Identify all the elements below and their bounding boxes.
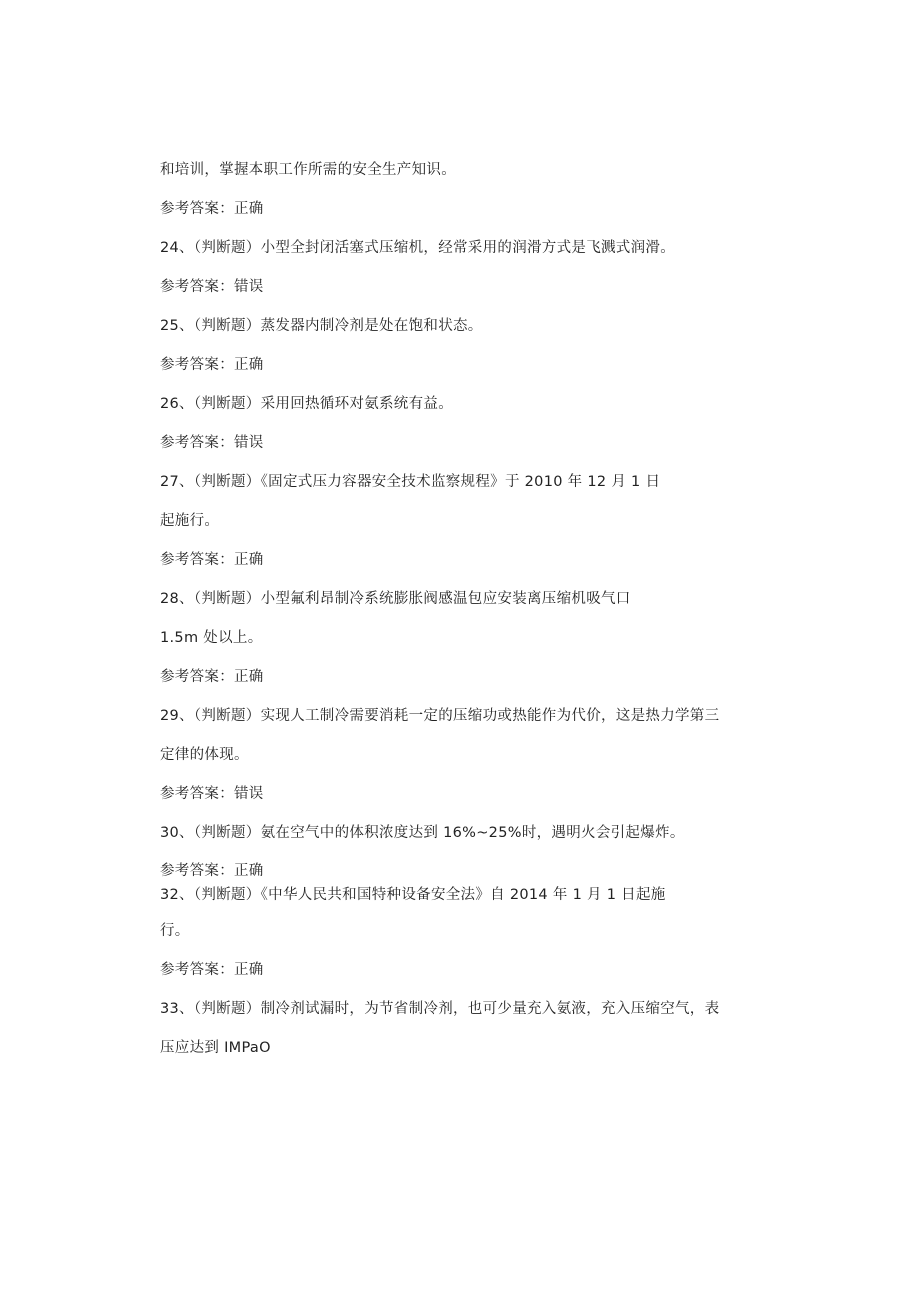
question-24: 24、（判断题）小型全封闭活塞式压缩机，经常采用的润滑方式是飞溅式润滑。 bbox=[160, 240, 675, 256]
answer-29: 参考答案：错误 bbox=[160, 786, 264, 802]
answer-24: 参考答案：错误 bbox=[160, 279, 264, 295]
question-33: 33、（判断题）制冷剂试漏时，为节省制冷剂，也可少量充入氨液，充入压缩空气，表 bbox=[160, 1001, 720, 1017]
answer-23: 参考答案：正确 bbox=[160, 201, 264, 217]
answer-27: 参考答案：正确 bbox=[160, 552, 264, 568]
question-29: 29、（判断题）实现人工制冷需要消耗一定的压缩功或热能作为代价，这是热力学第三 bbox=[160, 708, 720, 724]
question-32: 32、（判断题）《中华人民共和国特种设备安全法》自 2014 年 1 月 1 日起施 bbox=[160, 887, 666, 903]
answer-30: 参考答案：正确 bbox=[160, 863, 264, 879]
question-25: 25、（判断题）蒸发器内制冷剂是处在饱和状态。 bbox=[160, 318, 483, 334]
question-27-continuation: 起施行。 bbox=[160, 513, 220, 529]
question-29-continuation: 定律的体现。 bbox=[160, 747, 249, 763]
question-28-continuation: 1.5m 处以上。 bbox=[160, 630, 263, 646]
question-30: 30、（判断题）氨在空气中的体积浓度达到 16%~25%时，遇明火会引起爆炸。 bbox=[160, 825, 685, 841]
answer-32: 参考答案：正确 bbox=[160, 962, 264, 978]
question-32-continuation: 行。 bbox=[160, 923, 190, 939]
question-33-continuation: 压应达到 IMPaO bbox=[160, 1040, 271, 1056]
question-23-continuation: 和培训，掌握本职工作所需的安全生产知识。 bbox=[160, 162, 456, 178]
question-26: 26、（判断题）采用回热循环对氨系统有益。 bbox=[160, 396, 453, 412]
question-28: 28、（判断题）小型氟利昂制冷系统膨胀阀感温包应安装离压缩机吸气口 bbox=[160, 591, 631, 607]
answer-25: 参考答案：正确 bbox=[160, 357, 264, 373]
answer-28: 参考答案：正确 bbox=[160, 669, 264, 685]
question-27: 27、（判断题）《固定式压力容器安全技术监察规程》于 2010 年 12 月 1 日 bbox=[160, 474, 661, 490]
answer-26: 参考答案：错误 bbox=[160, 435, 264, 451]
